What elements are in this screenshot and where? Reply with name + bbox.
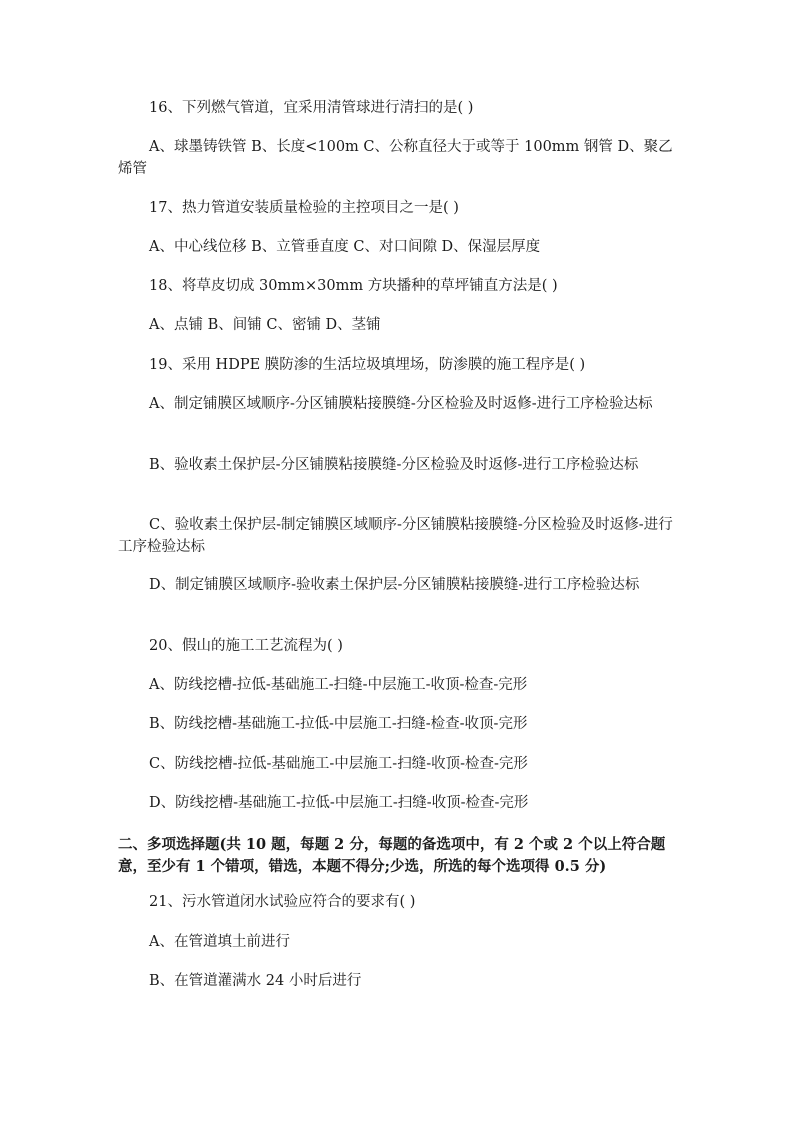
question-18-options: A、点铺 B、间铺 C、密铺 D、茎铺 xyxy=(149,317,381,333)
question-20-option-b: B、防线挖槽-基础施工-拉低-中层施工-扫缝-检查-收顶-完形 xyxy=(149,716,528,732)
question-21-option-a: A、在管道填土前进行 xyxy=(149,934,290,950)
question-20-option-c: C、防线挖槽-拉低-基础施工-中层施工-扫缝-收顶-检查-完形 xyxy=(149,756,528,772)
question-21-option-b: B、在管道灌满水 24 小时后进行 xyxy=(149,973,362,989)
question-18-stem: 18、将草皮切成 30mm×30mm 方块播种的草坪铺直方法是( ) xyxy=(149,278,558,294)
question-20-option-a: A、防线挖槽-拉低-基础施工-扫缝-中层施工-收顶-检查-完形 xyxy=(149,677,528,693)
question-16-stem: 16、下列燃气管道，宜采用清管球进行清扫的是( ) xyxy=(149,100,474,116)
question-19-option-b: B、验收素土保护层-分区铺膜粘接膜缝-分区检验及时返修-进行工序检验达标 xyxy=(149,457,639,473)
question-17-options: A、中心线位移 B、立管垂直度 C、对口间隙 D、保湿层厚度 xyxy=(149,239,541,255)
question-19-option-d: D、制定铺膜区域顺序-验收素土保护层-分区铺膜粘接膜缝-进行工序检验达标 xyxy=(149,577,640,593)
question-16-options: A、球墨铸铁管 B、长度<100m C、公称直径大于或等于 100mm 钢管 D、聚乙烯管 xyxy=(118,139,673,177)
question-19-stem: 19、采用 HDPE 膜防渗的生活垃圾填埋场，防渗膜的施工程序是( ) xyxy=(149,357,586,373)
question-17-stem: 17、热力管道安装质量检验的主控项目之一是( ) xyxy=(149,200,459,216)
question-20-stem: 20、假山的施工工艺流程为( ) xyxy=(149,638,343,654)
question-19-option-c: C、验收素土保护层-制定铺膜区域顺序-分区铺膜粘接膜缝-分区检验及时返修-进行工序检验达标 xyxy=(118,517,673,555)
section-2-heading: 二、多项选择题(共 10 题，每题 2 分，每题的备选项中，有 2 个或 2 个以上符合题意，至少有 1 个错项，错选，本题不得分;少选，所选的每个选项得 0.5 分) xyxy=(118,836,666,875)
question-21-stem: 21、污水管道闭水试验应符合的要求有( ) xyxy=(149,894,416,910)
question-20-option-d: D、防线挖槽-基础施工-拉低-中层施工-扫缝-收顶-检查-完形 xyxy=(149,795,529,811)
question-19-option-a: A、制定铺膜区域顺序-分区铺膜粘接膜缝-分区检验及时返修-进行工序检验达标 xyxy=(149,396,653,412)
